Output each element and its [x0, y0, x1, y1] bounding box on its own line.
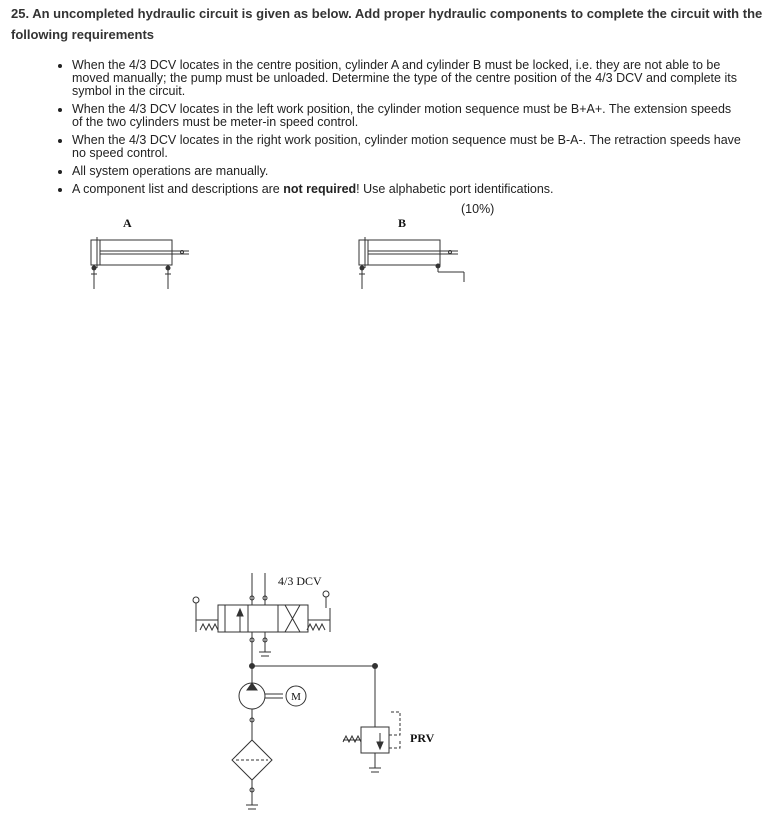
cylinder-a-label: A [123, 216, 132, 230]
requirement-item: All system operations are manually. [54, 165, 744, 178]
cylinder-b [359, 237, 464, 289]
requirement-item: When the 4/3 DCV locates in the left work position, the cylinder motion sequence must be B+A+. The extension speeds of the two cylinders must be meter-in speed control. [54, 103, 744, 129]
cylinder-a [91, 237, 189, 289]
dcv-4-3 [193, 573, 330, 687]
motor-label: M [291, 691, 301, 703]
requirement-item: When the 4/3 DCV locates in the centre position, cylinder A and cylinder B must be locked, i.e. they are not able to be moved manually; the pump must be unloaded. Determine the type of the centre position of the 4/3 DCV and complete its symbol in the circuit. [54, 59, 744, 98]
question-text: 25. An uncompleted hydraulic circuit is given as below. Add proper hydraulic components to complete the circuit with the following requirements [11, 6, 763, 42]
requirement-item: When the 4/3 DCV locates in the right work position, cylinder motion sequence must be B-A-. The retraction speeds have no speed control. [54, 134, 744, 160]
marks-label: (10%) [461, 202, 495, 216]
pump-unit [232, 664, 378, 810]
prv-label: PRV [410, 731, 435, 745]
requirement-emphasis: not required [283, 182, 357, 196]
dcv-label: 4/3 DCV [278, 574, 322, 588]
requirement-text: A component list and descriptions are [72, 182, 284, 196]
requirement-text: ! Use alphabetic port identifications. [356, 182, 554, 196]
pressure-relief-valve [343, 666, 400, 772]
cylinder-b-label: B [398, 216, 407, 230]
